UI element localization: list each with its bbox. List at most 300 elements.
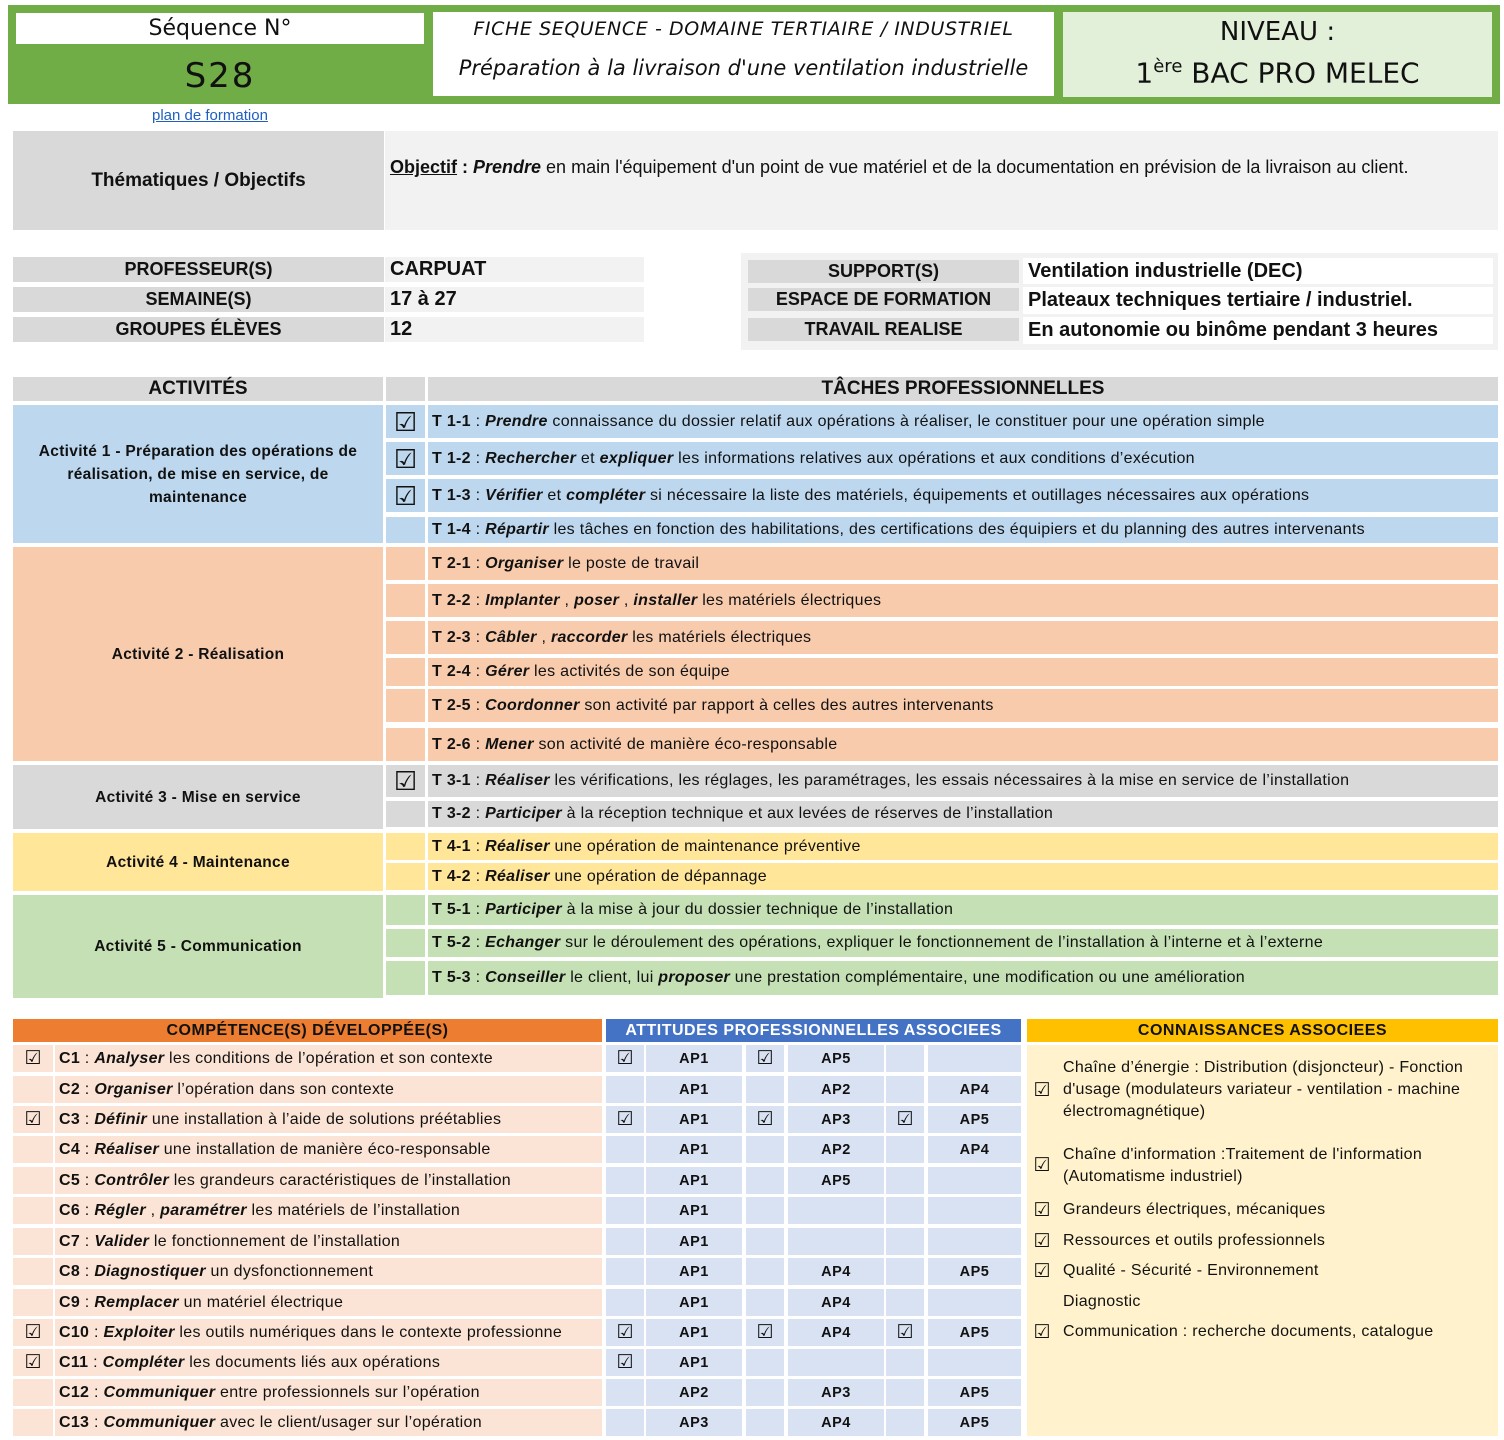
attitudes-header: ATTITUDES PROFESSIONNELLES ASSOCIEES xyxy=(606,1019,1021,1042)
attitude-checkbox[interactable]: ☑ xyxy=(746,1319,784,1346)
competence-text: les matériels de l’installation xyxy=(246,1201,461,1219)
competence-text: les documents liés aux opérations xyxy=(184,1353,441,1371)
knowledge-item: Grandeurs électriques, mécaniques xyxy=(1058,1196,1498,1224)
task-row xyxy=(428,961,1498,995)
level-value-line xyxy=(1063,56,1492,89)
competence-row xyxy=(55,1045,602,1072)
attitude-checkbox[interactable]: ☑ xyxy=(746,1045,784,1072)
competence-code: C4 xyxy=(59,1140,81,1158)
level-superscript: ère xyxy=(1153,56,1183,77)
sequence-label-box xyxy=(16,13,424,44)
task-checkbox[interactable]: ☑ xyxy=(386,479,425,512)
activity-4: Activité 4 - Maintenance xyxy=(13,833,383,891)
attitude-cell: AP4 xyxy=(788,1289,884,1316)
task-checkbox[interactable]: ☑ xyxy=(386,442,425,475)
attitude-cell: AP5 xyxy=(928,1106,1021,1133)
task-row xyxy=(428,517,1498,543)
competence-verb: Contrôler xyxy=(94,1171,170,1189)
task-row xyxy=(428,833,1498,860)
task-verb: Participer xyxy=(485,805,562,822)
attitude-checkbox[interactable] xyxy=(886,1379,924,1406)
task-verb: proposer xyxy=(658,969,731,986)
attitude-cell: AP4 xyxy=(928,1136,1021,1163)
task-verb: Câbler xyxy=(485,628,537,646)
attitude-checkbox[interactable]: ☑ xyxy=(746,1106,784,1133)
competence-verb: Régler xyxy=(94,1201,146,1219)
attitude-cell: AP4 xyxy=(788,1409,884,1436)
attitude-checkbox[interactable] xyxy=(606,1379,644,1406)
attitude-cell: AP1 xyxy=(646,1349,742,1376)
task-separator: : xyxy=(470,663,486,680)
attitude-checkbox[interactable] xyxy=(746,1258,784,1285)
competence-code: C1 xyxy=(59,1049,81,1067)
task-separator: : xyxy=(470,735,486,753)
task-code: T 4-2 xyxy=(432,867,471,885)
task-text: le client, lui xyxy=(565,969,659,986)
competence-text: les conditions de l’opération et son contexte xyxy=(164,1049,493,1067)
knowledge-item: Ressources et outils professionnels xyxy=(1058,1227,1498,1255)
info-value-travail: En autonomie ou binôme pendant 3 heures xyxy=(1023,317,1493,344)
task-code: T 3-1 xyxy=(432,772,471,789)
plan-de-formation-link[interactable]: plan de formation xyxy=(152,107,268,124)
task-verb: Réaliser xyxy=(485,867,550,885)
competence-checkbox[interactable] xyxy=(13,1409,53,1436)
knowledge-item: Chaîne d’énergie : Distribution (disjoncteur) - Fonction d'usage (modulateurs variateur - ventilation - machine électromagnétique) xyxy=(1058,1045,1498,1135)
attitude-cell: AP3 xyxy=(646,1409,742,1436)
attitude-cell: AP1 xyxy=(646,1106,742,1133)
attitude-checkbox[interactable] xyxy=(746,1289,784,1316)
info-value-groupes: 12 xyxy=(385,317,644,342)
activities-header: ACTIVITÉS xyxy=(13,377,383,401)
task-code: T 5-3 xyxy=(432,969,471,986)
attitude-checkbox[interactable] xyxy=(606,1289,644,1316)
task-row xyxy=(428,621,1498,654)
attitude-checkbox[interactable] xyxy=(746,1228,784,1255)
attitude-cell: AP5 xyxy=(788,1167,884,1194)
attitude-cell: AP1 xyxy=(646,1228,742,1255)
attitude-cell xyxy=(928,1045,1021,1072)
attitude-cell: AP1 xyxy=(646,1258,742,1285)
competence-separator: : xyxy=(80,1201,95,1219)
task-code: T 2-2 xyxy=(432,591,471,609)
task-checkbox[interactable] xyxy=(386,547,425,580)
task-verb: raccorder xyxy=(550,628,628,646)
knowledge-checkbox[interactable]: ☑ xyxy=(1027,1138,1057,1193)
task-code: T 2-5 xyxy=(432,696,471,714)
attitude-cell: AP2 xyxy=(788,1136,884,1163)
competence-separator: : xyxy=(80,1049,95,1067)
objectives-text xyxy=(385,131,1498,230)
level-prefix: 1 xyxy=(1135,56,1154,90)
task-checkbox[interactable] xyxy=(386,833,425,860)
attitude-cell: AP5 xyxy=(928,1258,1021,1285)
task-separator: : xyxy=(470,449,486,467)
attitude-checkbox[interactable]: ☑ xyxy=(606,1319,644,1346)
competence-row xyxy=(55,1409,602,1436)
competence-verb: Valider xyxy=(94,1232,150,1250)
objective-word: Objectif xyxy=(390,157,458,177)
task-verb: Répartir xyxy=(485,521,549,538)
sequence-number: S28 xyxy=(184,56,256,96)
task-verb: Implanter xyxy=(485,591,560,609)
task-checkbox[interactable] xyxy=(386,895,425,925)
task-code: T 2-6 xyxy=(432,735,471,753)
competence-code: C10 xyxy=(59,1323,90,1341)
competences-header: COMPÉTENCE(S) DÉVELOPPÉE(S) xyxy=(13,1019,602,1042)
activity-5: Activité 5 - Communication xyxy=(13,895,383,998)
competence-verb: Compléter xyxy=(102,1353,185,1371)
competence-separator: : xyxy=(89,1413,104,1431)
task-code: T 2-1 xyxy=(432,554,471,572)
task-checkbox[interactable]: ☑ xyxy=(386,765,425,797)
competence-checkbox[interactable] xyxy=(13,1228,53,1255)
competence-row xyxy=(55,1319,602,1346)
task-separator: : xyxy=(470,805,486,822)
attitude-checkbox[interactable] xyxy=(886,1258,924,1285)
attitude-cell xyxy=(788,1197,884,1224)
competence-row xyxy=(55,1258,602,1285)
competence-text: l’opération dans son contexte xyxy=(172,1080,395,1098)
competence-checkbox[interactable]: ☑ xyxy=(13,1319,53,1346)
competence-checkbox[interactable] xyxy=(13,1167,53,1194)
task-text: les matériels électriques xyxy=(627,628,812,646)
competence-verb: paramétrer xyxy=(160,1201,247,1219)
task-verb: Vérifier xyxy=(485,486,543,504)
level-value: BAC PRO MELEC xyxy=(1191,56,1420,90)
competence-verb: Diagnostiquer xyxy=(94,1262,206,1280)
attitude-cell: AP4 xyxy=(928,1076,1021,1103)
task-text: les activités de son équipe xyxy=(529,663,730,680)
knowledge-checkbox[interactable]: ☑ xyxy=(1027,1318,1057,1346)
competence-row xyxy=(55,1349,602,1376)
competence-verb: Exploiter xyxy=(103,1323,175,1341)
attitude-cell: AP1 xyxy=(646,1167,742,1194)
attitude-checkbox[interactable] xyxy=(606,1167,644,1194)
attitude-cell: AP1 xyxy=(646,1045,742,1072)
competence-checkbox[interactable] xyxy=(13,1289,53,1316)
attitude-checkbox[interactable] xyxy=(886,1349,924,1376)
sheet-title: FICHE SEQUENCE - DOMAINE TERTIAIRE / INDUSTRIEL xyxy=(473,18,1014,40)
task-verb: Rechercher xyxy=(485,449,577,467)
attitude-checkbox[interactable]: ☑ xyxy=(606,1106,644,1133)
task-verb: Prendre xyxy=(485,412,548,430)
tasks-header: TÂCHES PROFESSIONNELLES xyxy=(428,377,1498,401)
attitude-checkbox[interactable] xyxy=(746,1349,784,1376)
sequence-label: Séquence N° xyxy=(148,16,292,41)
task-text: les tâches en fonction des habilitations, des certifications des équipiers et du planning des autres intervenants xyxy=(548,521,1365,538)
attitude-checkbox[interactable] xyxy=(606,1409,644,1436)
competence-verb: Communiquer xyxy=(103,1413,216,1431)
competence-row xyxy=(55,1136,602,1163)
competence-text: une installation à l’aide de solutions préétablies xyxy=(147,1110,502,1128)
competence-text: le fonctionnement de l’installation xyxy=(149,1232,401,1250)
attitude-cell: AP1 xyxy=(646,1076,742,1103)
task-separator: : xyxy=(470,901,486,918)
objective-body: en main l'équipement d'un point de vue matériel et de la documentation en prévision de la livraison au client. xyxy=(541,157,1409,177)
task-code: T 1-3 xyxy=(432,486,471,504)
attitude-cell xyxy=(788,1228,884,1255)
knowledge-item: Chaîne d'information :Traitement de l'information (Automatisme industriel) xyxy=(1058,1138,1498,1193)
task-text: une prestation complémentaire, une modification ou une amélioration xyxy=(730,969,1245,986)
competence-checkbox[interactable] xyxy=(13,1258,53,1285)
task-row xyxy=(428,442,1498,475)
task-text: et xyxy=(542,486,567,504)
attitude-checkbox[interactable] xyxy=(606,1197,644,1224)
task-row xyxy=(428,895,1498,925)
attitude-cell: AP5 xyxy=(928,1379,1021,1406)
attitude-cell xyxy=(928,1167,1021,1194)
competence-row xyxy=(55,1076,602,1103)
info-label-espace: ESPACE DE FORMATION xyxy=(748,288,1019,311)
task-text: , xyxy=(559,591,575,609)
info-label-groupes: GROUPES ÉLÈVES xyxy=(13,317,384,342)
competence-row xyxy=(55,1379,602,1406)
competence-verb: Organiser xyxy=(94,1080,173,1098)
info-label-semaine: SEMAINE(S) xyxy=(13,287,384,312)
attitude-checkbox[interactable]: ☑ xyxy=(886,1106,924,1133)
attitude-checkbox[interactable] xyxy=(746,1379,784,1406)
competence-code: C13 xyxy=(59,1413,90,1431)
task-separator: : xyxy=(470,867,486,885)
task-code: T 5-1 xyxy=(432,901,471,918)
info-label-travail: TRAVAIL REALISE xyxy=(748,318,1019,341)
competence-text: entre professionnels sur l’opération xyxy=(215,1383,480,1401)
level-box xyxy=(1063,12,1492,97)
competence-separator: : xyxy=(80,1232,95,1250)
attitude-checkbox[interactable] xyxy=(606,1136,644,1163)
knowledge-checkbox[interactable]: ☑ xyxy=(1027,1257,1057,1285)
attitude-checkbox[interactable] xyxy=(886,1228,924,1255)
info-value-support: Ventilation industrielle (DEC) xyxy=(1023,258,1493,284)
task-code: T 1-1 xyxy=(432,412,471,430)
competence-verb: Définir xyxy=(94,1110,148,1128)
competence-verb: Remplacer xyxy=(94,1293,179,1311)
knowledge-item: Diagnostic xyxy=(1058,1288,1498,1316)
attitude-checkbox[interactable] xyxy=(746,1167,784,1194)
attitude-cell: AP1 xyxy=(646,1319,742,1346)
competence-verb: Communiquer xyxy=(103,1383,216,1401)
task-text: sur le déroulement des opérations, expliquer le fonctionnement de l’installation à l’interne et à l’externe xyxy=(560,934,1324,951)
info-value-semaine: 17 à 27 xyxy=(385,287,644,312)
attitude-checkbox[interactable] xyxy=(746,1409,784,1436)
activities-check-header xyxy=(386,377,425,401)
attitude-checkbox[interactable] xyxy=(886,1197,924,1224)
task-code: T 1-2 xyxy=(432,449,471,467)
sheet-title-box xyxy=(433,12,1054,96)
task-verb: expliquer xyxy=(599,449,674,467)
competence-text: les grandeurs caractéristiques de l’installation xyxy=(169,1171,511,1189)
attitude-checkbox[interactable] xyxy=(746,1197,784,1224)
task-text: à la réception technique et aux levées de réserves de l’installation xyxy=(561,805,1054,822)
attitude-checkbox[interactable] xyxy=(606,1076,644,1103)
info-value-espace: Plateaux techniques tertiaire / industriel. xyxy=(1023,287,1493,314)
task-text: les vérifications, les réglages, les paramétrages, les essais nécessaires à la mise en service de l’installation xyxy=(549,772,1350,789)
competence-code: C2 xyxy=(59,1080,81,1098)
competence-checkbox[interactable]: ☑ xyxy=(13,1045,53,1072)
task-text: connaissance du dossier relatif aux opérations à réaliser, le constituer pour une opération simple xyxy=(547,412,1265,430)
task-verb: Mener xyxy=(485,735,534,753)
knowledge-checkbox[interactable]: ☑ xyxy=(1027,1227,1057,1255)
attitude-checkbox[interactable] xyxy=(746,1076,784,1103)
task-text: si nécessaire la liste des matériels, équipements et outillages nécessaires aux opérations xyxy=(645,486,1310,504)
task-text: , xyxy=(619,591,634,609)
competence-row xyxy=(55,1289,602,1316)
info-right-panel xyxy=(741,253,1498,350)
attitude-checkbox[interactable]: ☑ xyxy=(886,1319,924,1346)
task-checkbox[interactable] xyxy=(386,801,425,827)
competence-code: C3 xyxy=(59,1110,81,1128)
competence-code: C12 xyxy=(59,1383,90,1401)
task-text: à la mise à jour du dossier technique de l’installation xyxy=(561,901,954,918)
task-checkbox[interactable] xyxy=(386,658,425,686)
task-row xyxy=(428,765,1498,797)
task-checkbox[interactable]: ☑ xyxy=(386,405,425,438)
knowledge-checkbox[interactable]: ☑ xyxy=(1027,1045,1057,1135)
attitude-checkbox[interactable] xyxy=(886,1409,924,1436)
task-checkbox[interactable] xyxy=(386,961,425,995)
task-row xyxy=(428,863,1498,890)
task-separator: : xyxy=(470,554,486,572)
task-text: une opération de dépannage xyxy=(549,867,767,885)
task-row xyxy=(428,658,1498,686)
competence-separator: : xyxy=(80,1140,95,1158)
attitude-cell: AP3 xyxy=(788,1379,884,1406)
task-verb: Participer xyxy=(485,901,562,918)
task-separator: : xyxy=(470,837,486,855)
attitude-cell xyxy=(928,1289,1021,1316)
task-separator: : xyxy=(470,521,486,538)
attitude-cell: AP5 xyxy=(928,1409,1021,1436)
attitude-checkbox[interactable] xyxy=(746,1136,784,1163)
competence-text: une installation de manière éco-responsable xyxy=(158,1140,491,1158)
task-verb: compléter xyxy=(566,486,646,504)
task-row xyxy=(428,728,1498,761)
task-code: T 2-3 xyxy=(432,628,471,646)
task-row xyxy=(428,689,1498,722)
competence-separator: : xyxy=(89,1323,104,1341)
competence-verb: Analyser xyxy=(94,1049,165,1067)
competence-text: avec le client/usager sur l’opération xyxy=(215,1413,482,1431)
task-checkbox[interactable] xyxy=(386,689,425,722)
attitude-checkbox[interactable] xyxy=(886,1045,924,1072)
knowledge-checkbox[interactable]: ☑ xyxy=(1027,1196,1057,1224)
task-separator: : xyxy=(470,628,486,646)
task-checkbox[interactable] xyxy=(386,728,425,761)
knowledge-item: Qualité - Sécurité - Environnement xyxy=(1058,1257,1498,1285)
competence-code: C11 xyxy=(59,1353,89,1371)
knowledge-checkbox[interactable] xyxy=(1027,1288,1057,1316)
attitude-checkbox[interactable] xyxy=(886,1167,924,1194)
attitude-cell xyxy=(928,1349,1021,1376)
attitude-cell: AP3 xyxy=(788,1106,884,1133)
competence-checkbox[interactable]: ☑ xyxy=(13,1349,53,1376)
task-checkbox[interactable] xyxy=(386,584,425,617)
task-verb: Coordonner xyxy=(485,696,580,714)
task-separator: : xyxy=(470,934,486,951)
attitude-checkbox[interactable] xyxy=(606,1258,644,1285)
competence-row xyxy=(55,1197,602,1224)
info-left-panel xyxy=(13,255,645,347)
attitude-checkbox[interactable] xyxy=(886,1076,924,1103)
activity-3: Activité 3 - Mise en service xyxy=(13,765,383,829)
objective-colon: : xyxy=(457,157,474,177)
task-separator: : xyxy=(470,772,486,789)
competence-checkbox[interactable] xyxy=(13,1197,53,1224)
competence-checkbox[interactable] xyxy=(13,1136,53,1163)
info-value-professeur: CARPUAT xyxy=(385,257,644,282)
competence-checkbox[interactable] xyxy=(13,1076,53,1103)
attitude-checkbox[interactable] xyxy=(886,1289,924,1316)
attitude-cell xyxy=(788,1349,884,1376)
competence-separator: : xyxy=(88,1353,103,1371)
task-row xyxy=(428,405,1498,438)
task-separator: : xyxy=(470,591,486,609)
task-code: T 1-4 xyxy=(432,521,471,538)
attitude-cell: AP4 xyxy=(788,1319,884,1346)
competence-code: C8 xyxy=(59,1262,81,1280)
competence-separator: : xyxy=(80,1080,95,1098)
task-separator: : xyxy=(470,412,486,430)
activity-2: Activité 2 - Réalisation xyxy=(13,547,383,761)
attitude-cell: AP1 xyxy=(646,1197,742,1224)
task-text: son activité par rapport à celles des autres intervenants xyxy=(579,696,994,714)
task-text: une opération de maintenance préventive xyxy=(549,837,861,855)
task-checkbox[interactable] xyxy=(386,929,425,957)
task-verb: Réaliser xyxy=(485,772,550,789)
knowledge-header: CONNAISSANCES ASSOCIEES xyxy=(1027,1019,1498,1042)
task-separator: : xyxy=(470,969,486,986)
attitude-checkbox[interactable] xyxy=(606,1228,644,1255)
task-text: les informations relatives aux opérations et aux conditions d’exécution xyxy=(673,449,1195,467)
competence-row xyxy=(55,1106,602,1133)
competence-verb: Réaliser xyxy=(94,1140,159,1158)
task-code: T 4-1 xyxy=(432,837,471,855)
task-text: son activité de manière éco-responsable xyxy=(533,735,838,753)
task-verb: Réaliser xyxy=(485,837,550,855)
competence-code: C9 xyxy=(59,1293,81,1311)
task-verb: Organiser xyxy=(485,554,564,572)
competence-separator: : xyxy=(80,1171,95,1189)
competence-code: C6 xyxy=(59,1201,81,1219)
task-checkbox[interactable] xyxy=(386,621,425,654)
attitude-checkbox[interactable] xyxy=(886,1136,924,1163)
task-row xyxy=(428,479,1498,512)
attitude-checkbox[interactable]: ☑ xyxy=(606,1349,644,1376)
competence-separator: : xyxy=(80,1262,95,1280)
info-label-professeur: PROFESSEUR(S) xyxy=(13,257,384,282)
competence-checkbox[interactable] xyxy=(13,1379,53,1406)
attitude-cell: AP2 xyxy=(788,1076,884,1103)
task-verb: installer xyxy=(633,591,698,609)
task-text: et xyxy=(576,449,600,467)
attitude-checkbox[interactable]: ☑ xyxy=(606,1045,644,1072)
task-checkbox[interactable] xyxy=(386,517,425,543)
competence-checkbox[interactable]: ☑ xyxy=(13,1106,53,1133)
task-checkbox[interactable] xyxy=(386,863,425,890)
task-text: le poste de travail xyxy=(563,554,700,572)
competence-text: un matériel électrique xyxy=(178,1293,344,1311)
task-verb: Echanger xyxy=(485,934,561,951)
activity-1: Activité 1 - Préparation des opérations de réalisation, de mise en service, de maintenance xyxy=(13,405,383,543)
task-text: , xyxy=(536,628,551,646)
task-text: les matériels électriques xyxy=(697,591,882,609)
attitude-cell: AP4 xyxy=(788,1258,884,1285)
info-label-support: SUPPORT(S) xyxy=(748,260,1019,283)
attitude-cell xyxy=(928,1197,1021,1224)
competence-row xyxy=(55,1167,602,1194)
level-label: NIVEAU : xyxy=(1219,17,1336,47)
competence-separator: : xyxy=(80,1110,95,1128)
